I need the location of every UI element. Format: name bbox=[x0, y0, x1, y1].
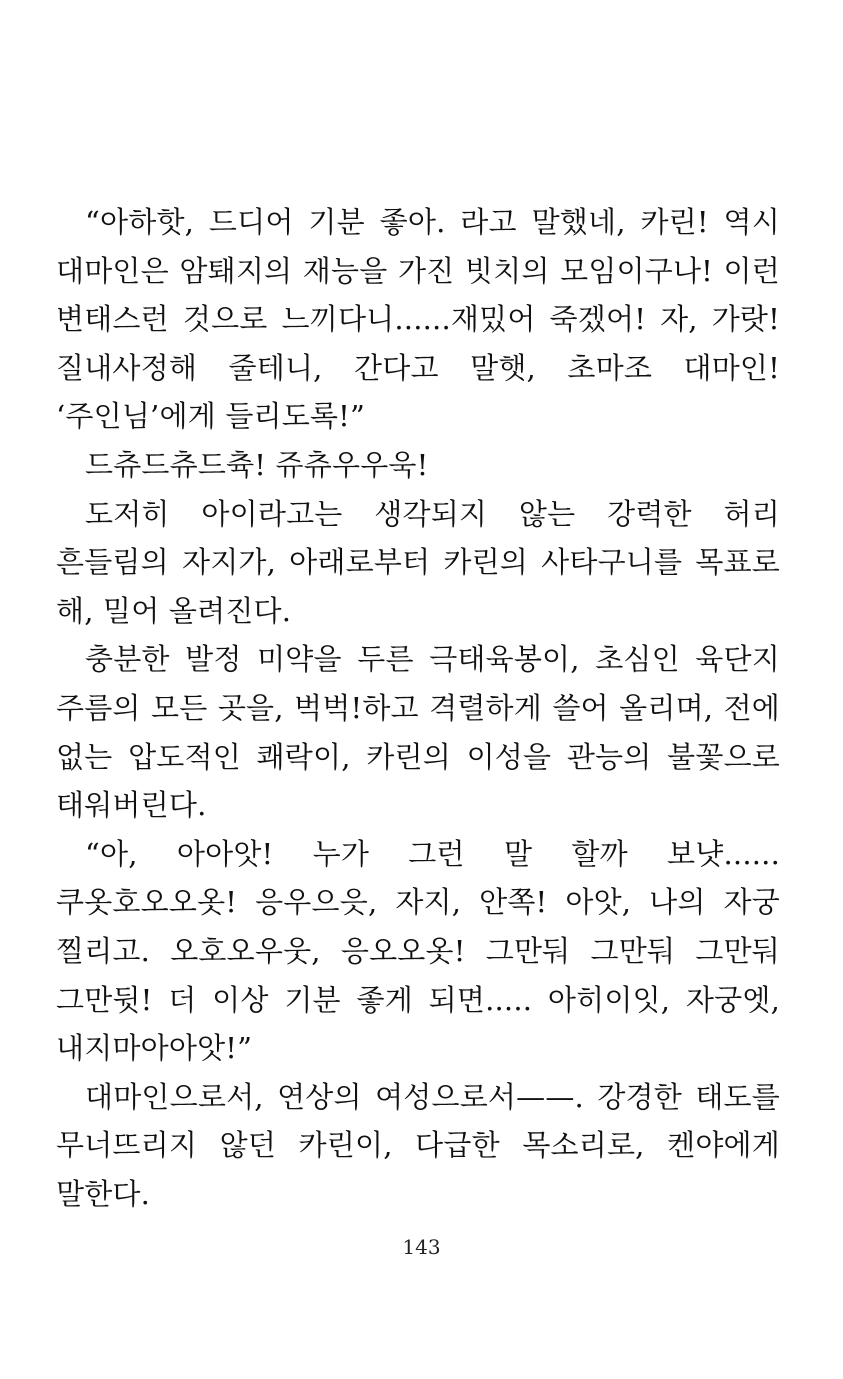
paragraph-sound-effect: 드츄드츄드츅! 쥬츄우우욱! bbox=[85, 447, 429, 482]
page-number: 143 bbox=[402, 1235, 441, 1259]
paragraph-narration-1: 도저히 아이라고는 생각되지 않는 강력한 허리 흔들림의 자지가, 아래로부터 카린의 사타구니를 목표로 해, 밀어 올려진다. bbox=[56, 496, 780, 628]
paragraph-narration-2: 충분한 발정 미약을 두른 극태육봉이, 초심인 육단지 주름의 모든 곳을, 벅벅!하고 격렬하게 쓸어 올리며, 전에 없는 압도적인 쾌락이, 카린의 이성을 관능의 불꽃으로 태워버린다. bbox=[56, 642, 780, 823]
paragraph-dialogue-2: “아, 아아앗! 누가 그런 말 할까 보냣...... 쿠옷호오오옷! 응우으읏, 자지, 안쪽! 아앗, 나의 자궁 찔리고. 오호오우웃, 응오오옷! 그만둬 그만둬 그만둬 그만뒷! 더 이상 기분 좋게 되면..... 아히이잇, 자궁엣, 내지마아아앗!” bbox=[56, 836, 780, 1066]
paragraph-dialogue-1: “아하핫, 드디어 기분 좋아. 라고 말했네, 카린! 역시 대마인은 암퇘지의 재능을 가진 빗치의 모임이구나! 이런 변태스런 것으로 느끼다니......재밌어 죽겠어! 자, 가랏! 질내사정해 줄테니, 간다고 말햇, 초마조 대마인! ‘주인님’에게 들리도록!” bbox=[56, 205, 780, 434]
body-text bbox=[56, 198, 780, 1218]
paragraph-narration-3: 대마인으로서, 연상의 여성으로서——. 강경한 태도를 무너뜨리지 않던 카린이, 다급한 목소리로, 켄야에게 말한다. bbox=[56, 1079, 780, 1211]
